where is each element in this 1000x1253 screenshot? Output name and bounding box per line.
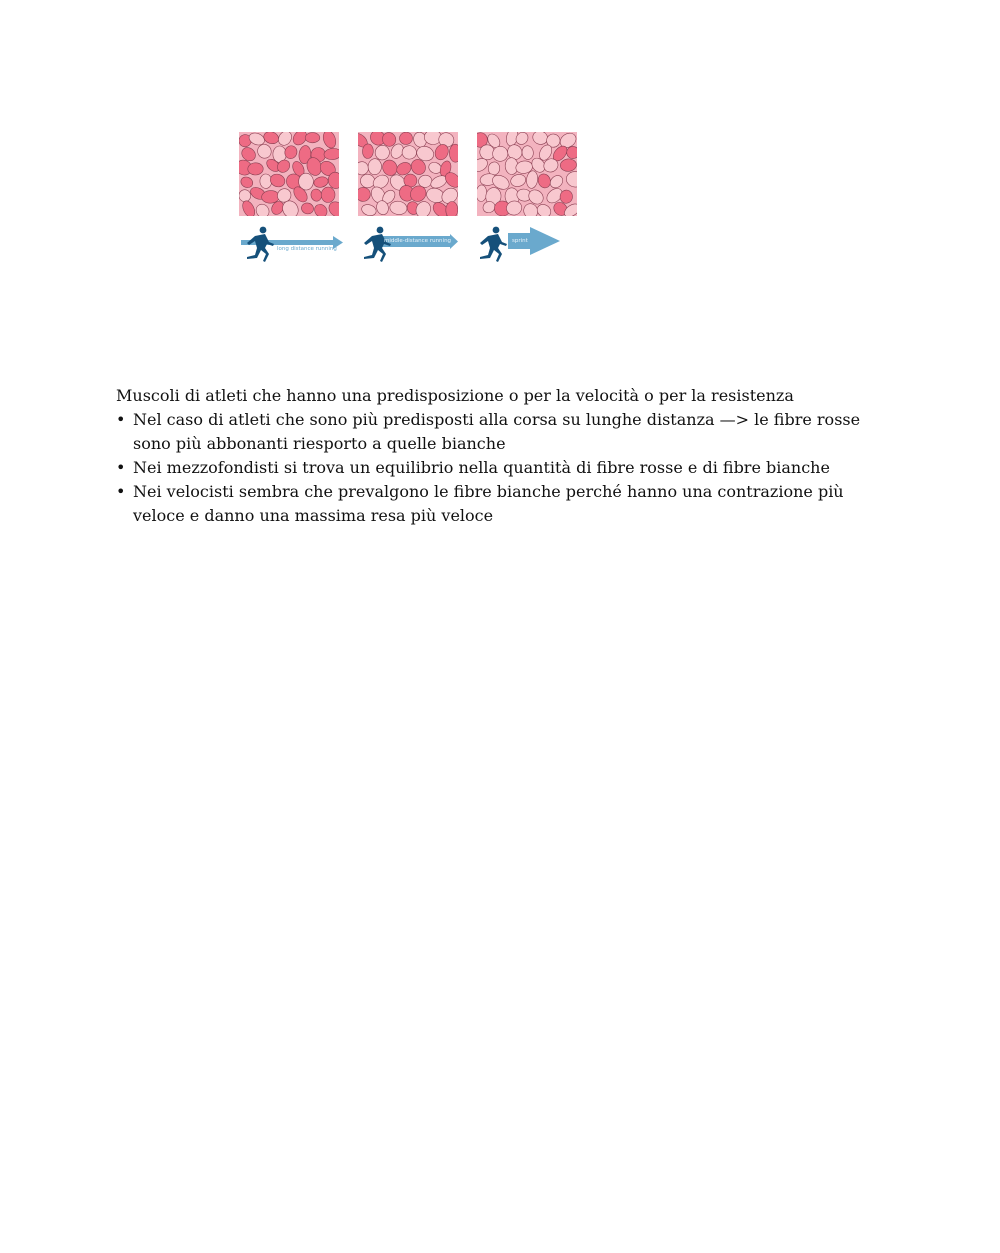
fiber-cross-section [358,132,458,216]
arrow-icon [450,234,458,249]
arrow-label: middle-distance running [384,238,452,244]
bullet-list [116,408,896,528]
muscle-fiber [305,133,320,143]
fiber-panel-sprint [477,132,577,216]
arrow-label: long distance running [277,246,337,252]
arrow-label: sprint [512,238,528,244]
muscle-fiber [260,174,272,189]
list-item-text: Nei velocisti sembra che prevalgono le fibre bianche perché hanno una contrazione più veloce e danno una massima resa più veloce [133,482,844,525]
list-item [116,456,896,480]
list-item [116,480,896,528]
intro-line: Muscoli di atleti che hanno una predisposizione o per la velocità o per la resistenza [116,386,794,405]
list-item-text: Nel caso di atleti che sono più predisposti alla corsa su lunghe distanza —> le fibre rosse sono più abbonanti riesporto a quelle bianche [133,410,861,453]
arrow-icon [530,227,560,255]
runner-icon [364,227,391,262]
muscle-fiber-figure [236,128,582,274]
bullet: • [116,458,126,477]
muscle-fiber [248,163,264,176]
fiber-panel-long-distance [239,132,339,216]
fiber-cross-section [239,132,339,216]
muscle-fiber [321,187,335,203]
list-item-text: Nei mezzofondisti si trova un equilibrio nella quantità di fibre rosse e di fibre bianche [133,458,830,477]
runner-arrow-long-distance [239,224,359,270]
fiber-cross-section [477,132,577,216]
runner-arrow-middle-distance [356,224,476,270]
bullet: • [116,482,126,501]
runner-icon [480,227,507,262]
bullet: • [116,410,126,429]
notes-text [116,384,896,528]
list-item [116,408,896,456]
fiber-panel-middle-distance [358,132,458,216]
runner-arrow-sprint [474,224,594,270]
